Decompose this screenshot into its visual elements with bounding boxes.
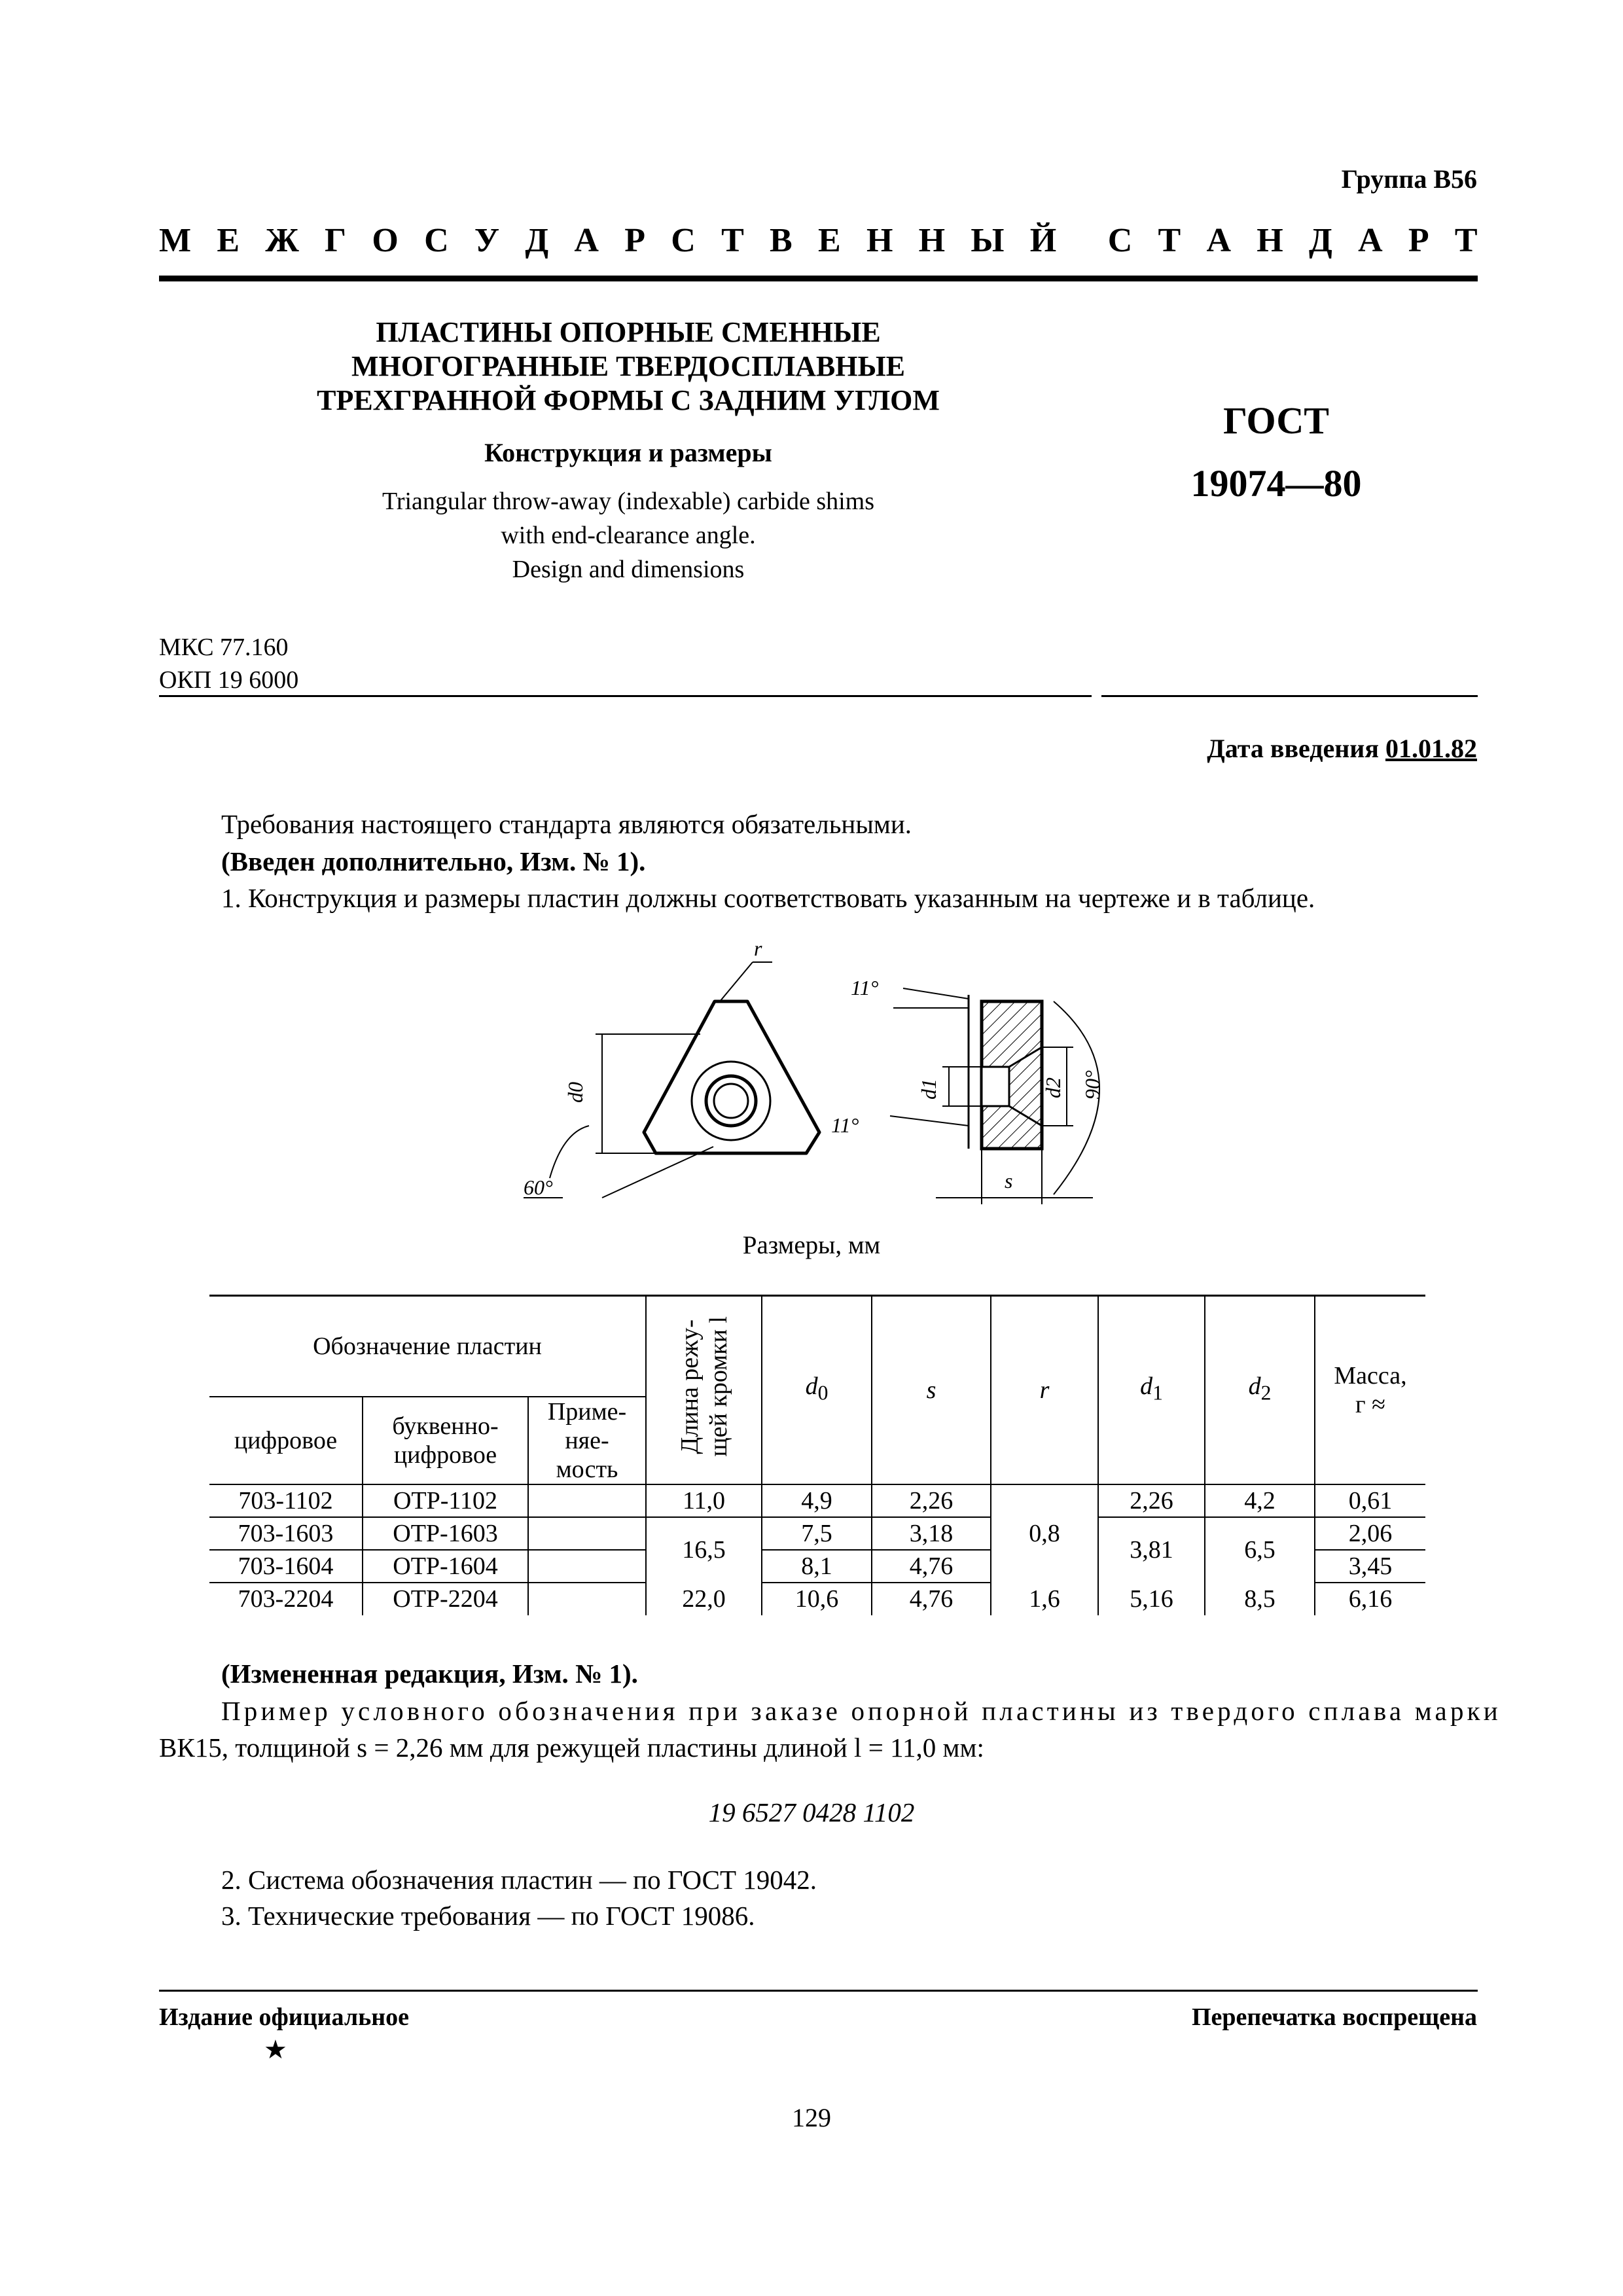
introduction-date — [1207, 733, 1477, 764]
codes-rule-left — [159, 695, 1092, 697]
cell-d1: 5,16 — [1098, 1583, 1205, 1615]
label-60-deg: 60° — [524, 1175, 553, 1199]
title-line-2: МНОГОГРАННЫЕ ТВЕРДОСПЛАВНЫЕ — [351, 350, 906, 382]
heading-letter: А — [574, 222, 599, 259]
cell-s: 4,76 — [872, 1583, 991, 1615]
label-s: s — [1005, 1169, 1013, 1193]
cell-s: 4,76 — [872, 1550, 991, 1583]
cell-digital: 703-1603 — [209, 1517, 363, 1550]
official-edition: Издание официальное — [159, 2003, 410, 2031]
paragraph-item-1: 1. Конструкция и размеры пластин должны соответствовать указанным на чертеже и в таблице. — [221, 883, 1315, 913]
heading-letter: Н — [1257, 222, 1283, 259]
header-d0: $d_0$ — [762, 1296, 872, 1484]
heading-letter: Й — [1029, 222, 1057, 259]
cell-d0: 8,1 — [762, 1550, 872, 1583]
paragraph-changed-edition: (Измененная редакция, Изм. № 1). — [221, 1659, 638, 1689]
cell-d0: 4,9 — [762, 1484, 872, 1517]
paragraph-item-3: 3. Технические требования — по ГОСТ 19086. — [221, 1901, 755, 1931]
title-line-3: ТРЕХГРАННОЙ ФОРМЫ С ЗАДНИМ УГЛОМ — [317, 384, 940, 416]
heading-letter: Ж — [265, 222, 299, 259]
side-view — [831, 976, 1104, 1204]
heading-letter: С — [424, 222, 449, 259]
heading-letter: Д — [1309, 222, 1332, 259]
page-number: 129 — [792, 2103, 831, 2132]
label-11-deg-top: 11° — [851, 976, 879, 999]
triangle-view — [524, 937, 819, 1199]
header-plate-designation: Обозначение пластин — [209, 1296, 646, 1397]
cell-applic — [528, 1484, 646, 1517]
header-r: r — [991, 1296, 1098, 1484]
heading-letter: С — [671, 222, 696, 259]
header-d1: $d_1$ — [1098, 1296, 1205, 1484]
title-english — [281, 484, 975, 586]
heading-letter: Н — [866, 222, 893, 259]
heading-letter: А — [1358, 222, 1383, 259]
cell-d2: 6,5 — [1205, 1517, 1315, 1583]
heading-letter: В — [770, 222, 793, 259]
header-rule — [159, 276, 1478, 281]
table-row — [209, 1517, 1425, 1550]
mks-code: МКС 77.160 — [159, 634, 289, 661]
cell-mass: 2,06 — [1315, 1517, 1425, 1550]
cell-mass: 3,45 — [1315, 1550, 1425, 1583]
cell-s: 2,26 — [872, 1484, 991, 1517]
cell-r: 0,8 — [991, 1484, 1098, 1583]
subtitle-russian: Конструкция и размеры — [484, 438, 772, 467]
heading-letter: Т — [721, 222, 744, 259]
paragraph-mandatory: Требования настоящего стандарта являются обязательными. — [221, 809, 912, 839]
cell-d1: 2,26 — [1098, 1484, 1205, 1517]
header-alphanumeric: буквенно- цифровое — [363, 1397, 528, 1484]
title-en-line-2: with end-clearance angle. — [501, 522, 756, 549]
header-cutting-length: Длина режу- щей кромки l — [646, 1296, 762, 1484]
cell-d1: 3,81 — [1098, 1517, 1205, 1583]
date-label: Дата введения — [1207, 734, 1379, 763]
cell-length: 11,0 — [646, 1484, 762, 1517]
gost-designation — [1139, 389, 1414, 515]
table-caption: Размеры, мм — [742, 1231, 881, 1259]
label-d2: d2 — [1041, 1077, 1065, 1098]
designation-code: 19 6527 0428 1102 — [708, 1797, 915, 1827]
header-digital: цифровое — [209, 1397, 363, 1484]
interstate-standard-heading — [159, 221, 1478, 260]
label-90-deg: 90° — [1080, 1070, 1104, 1100]
heading-letter: Н — [918, 222, 946, 259]
title-russian — [281, 315, 975, 418]
cell-applic — [528, 1550, 646, 1583]
okp-code: ОКП 19 6000 — [159, 666, 299, 694]
heading-letter: О — [372, 222, 399, 259]
heading-letter: Т — [1158, 222, 1181, 259]
cell-mass: 6,16 — [1315, 1583, 1425, 1615]
title-line-1: ПЛАСТИНЫ ОПОРНЫЕ СМЕННЫЕ — [376, 316, 881, 348]
reprint-prohibited: Перепечатка воспрещена — [1191, 2003, 1477, 2031]
dimensions-table — [209, 1295, 1425, 1615]
heading-letter: Т — [1454, 222, 1478, 259]
example-line-2: ВК15, толщиной s = 2,26 мм для режущей пластины длиной l = 11,0 мм: — [159, 1732, 984, 1763]
title-en-line-1: Triangular throw-away (indexable) carbide shims — [382, 488, 875, 515]
heading-letter: Ы — [971, 222, 1005, 259]
cell-applic — [528, 1583, 646, 1615]
heading-letter: С — [1107, 222, 1133, 259]
cell-digital: 703-1102 — [209, 1484, 363, 1517]
heading-letter: А — [1206, 222, 1232, 259]
codes-rule-right — [1101, 695, 1478, 697]
heading-letter: Р — [1408, 222, 1429, 259]
cell-digital: 703-1604 — [209, 1550, 363, 1583]
gost-number: 19074—80 — [1190, 462, 1362, 505]
header-s: s — [872, 1296, 991, 1484]
group-label: Группа В56 — [1341, 164, 1477, 194]
heading-letter: М — [159, 222, 192, 259]
cell-alnum: ОТР-1102 — [363, 1484, 528, 1517]
star-icon: ★ — [264, 2035, 287, 2064]
heading-letter: Р — [624, 222, 645, 259]
header-mass: Масса, г ≈ — [1315, 1296, 1425, 1484]
label-11-deg-bottom: 11° — [831, 1113, 859, 1137]
cell-mass: 0,61 — [1315, 1484, 1425, 1517]
cell-r: 1,6 — [991, 1583, 1098, 1615]
table-row — [209, 1484, 1425, 1517]
cell-digital: 703-2204 — [238, 1585, 334, 1613]
heading-letter: Г — [325, 222, 347, 259]
heading-letter: У — [474, 222, 500, 259]
footer-rule — [159, 1990, 1478, 1992]
header-applicability: Приме- няе- мость — [528, 1397, 646, 1484]
gost-label: ГОСТ — [1223, 399, 1329, 442]
technical-drawing — [484, 936, 1139, 1224]
example-line-1: Пример условного обозначения при заказе опорной пластины из твердого сплава марки — [221, 1696, 1501, 1726]
date-value: 01.01.82 — [1385, 734, 1477, 763]
cell-d0: 7,5 — [762, 1517, 872, 1550]
cell-length: 16,5 — [646, 1517, 762, 1583]
header-d2: $d_2$ — [1205, 1296, 1315, 1484]
cell-d2: 8,5 — [1205, 1583, 1315, 1615]
heading-letter: Е — [217, 222, 240, 259]
cell-alnum: ОТР-1604 — [363, 1550, 528, 1583]
classification-codes — [159, 631, 298, 696]
paragraph-introduced: (Введен дополнительно, Изм. № 1). — [221, 846, 646, 876]
cell-alnum: ОТР-1603 — [363, 1517, 528, 1550]
cell-alnum: ОТР-2204 — [363, 1583, 528, 1615]
paragraph-item-2: 2. Система обозначения пластин — по ГОСТ 19042. — [221, 1865, 817, 1895]
cell-applic — [528, 1517, 646, 1550]
label-d1: d1 — [917, 1079, 940, 1100]
label-d0: d0 — [563, 1082, 587, 1103]
heading-letter: Д — [525, 222, 549, 259]
cell-d2: 4,2 — [1205, 1484, 1315, 1517]
table-row — [209, 1583, 1425, 1615]
title-en-line-3: Design and dimensions — [512, 556, 745, 583]
heading-letter: Е — [817, 222, 841, 259]
cell-d0: 10,6 — [762, 1583, 872, 1615]
cell-s: 3,18 — [872, 1517, 991, 1550]
label-r: r — [754, 937, 762, 960]
cell-length: 22,0 — [646, 1583, 762, 1615]
